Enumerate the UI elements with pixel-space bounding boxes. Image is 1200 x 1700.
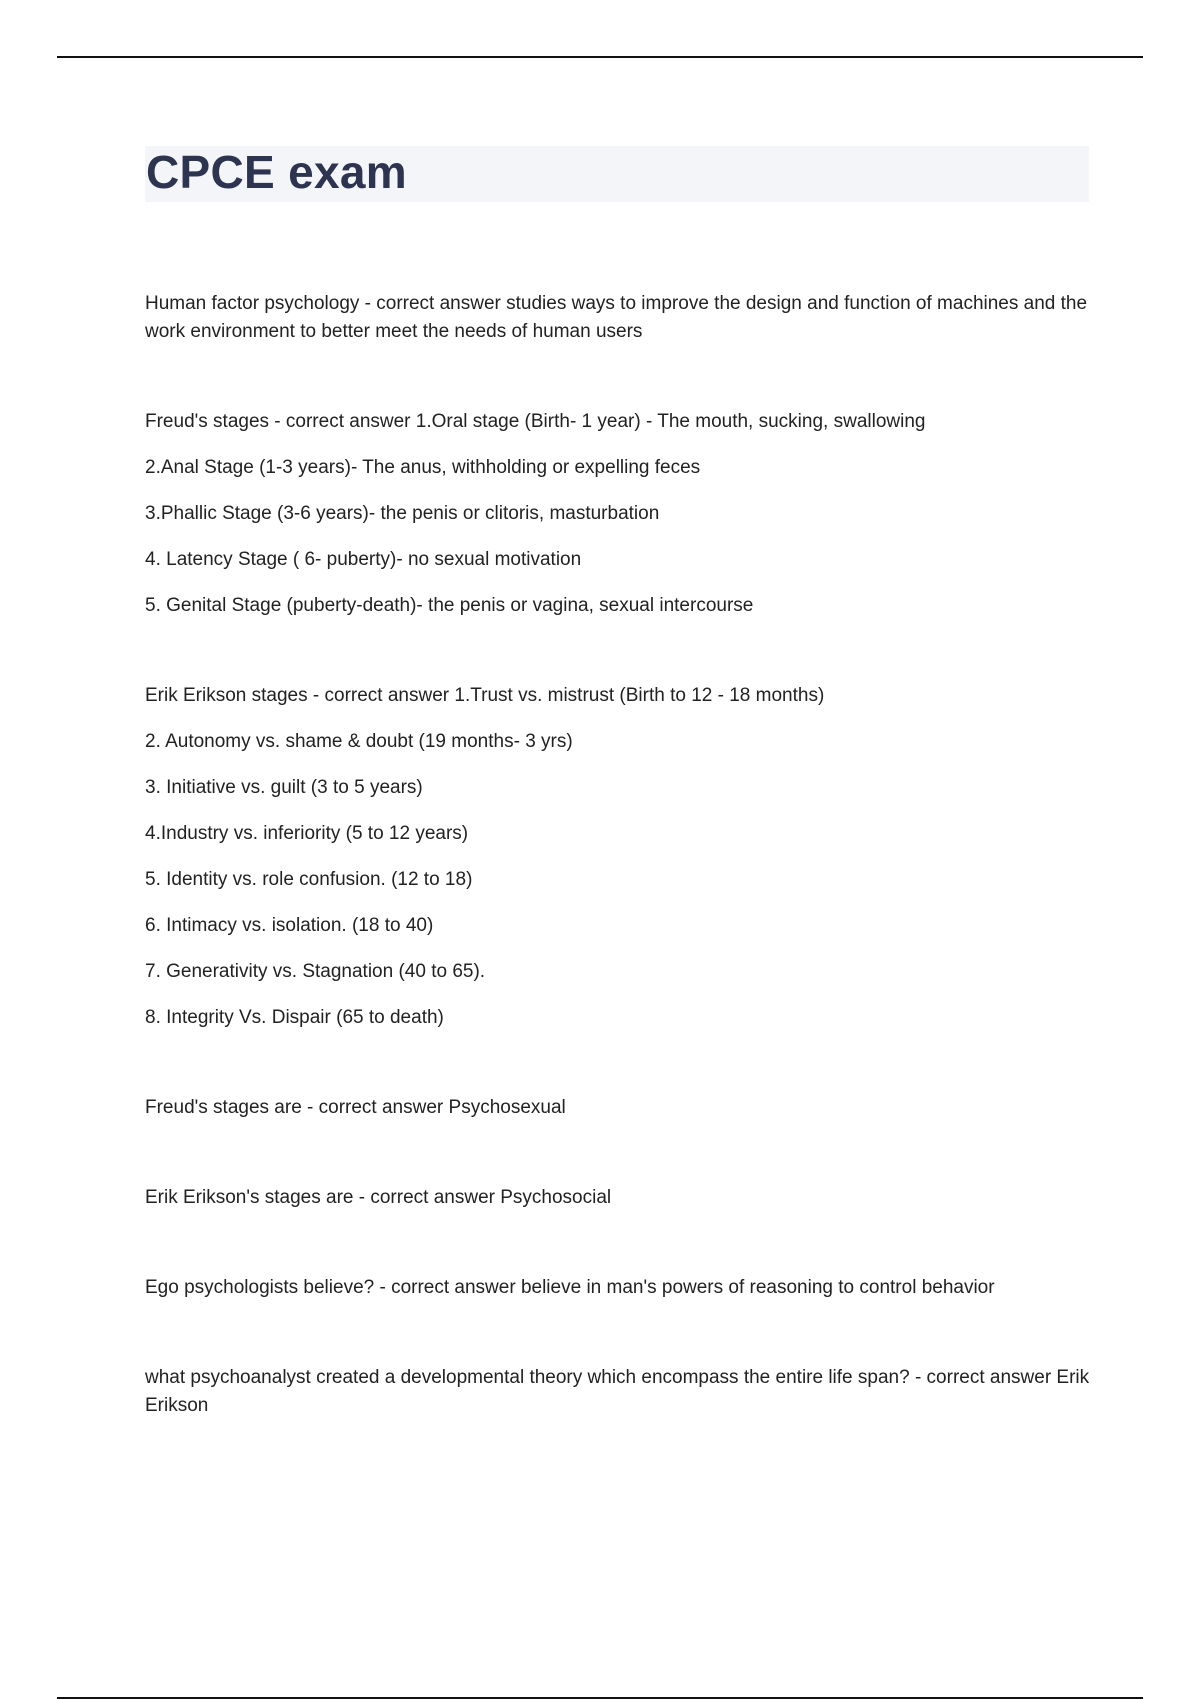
qa-line: 6. Intimacy vs. isolation. (18 to 40): [145, 915, 434, 936]
qa-text: Human factor psychology - correct answer studies ways to improve the design and function of machines and the work environment to better meet the needs of human users: [145, 293, 1088, 342]
qa-line: 5. Genital Stage (puberty-death)- the penis or vagina, sexual intercourse: [145, 595, 754, 616]
qa-entry-freud-stages: [145, 408, 1090, 620]
qa-entry-ego-psychologists: [145, 1274, 1090, 1302]
qa-text: what psychoanalyst created a developmental theory which encompass the entire life span? - correct answer Erik Erikson: [145, 1367, 1090, 1416]
document-body: [145, 290, 1090, 1482]
qa-line: 2.Anal Stage (1-3 years)- The anus, withholding or expelling feces: [145, 457, 701, 478]
qa-line: 4. Latency Stage ( 6- puberty)- no sexual motivation: [145, 549, 582, 570]
qa-entry-erikson-stages: [145, 682, 1090, 1032]
qa-line: 7. Generativity vs. Stagnation (40 to 65).: [145, 961, 486, 982]
qa-line: 5. Identity vs. role confusion. (12 to 18): [145, 869, 473, 890]
qa-text: Erik Erikson stages - correct answer 1.Trust vs. mistrust (Birth to 12 - 18 months): [145, 685, 825, 706]
qa-text: Ego psychologists believe? - correct answer believe in man's powers of reasoning to control behavior: [145, 1277, 995, 1298]
qa-text: Freud's stages are - correct answer Psychosexual: [145, 1097, 566, 1118]
qa-entry-erikson-psychosocial: [145, 1184, 1090, 1212]
qa-entry-freud-psychosexual: [145, 1094, 1090, 1122]
qa-line: 3. Initiative vs. guilt (3 to 5 years): [145, 777, 423, 798]
qa-line: 3.Phallic Stage (3-6 years)- the penis or clitoris, masturbation: [145, 503, 660, 524]
qa-line: 8. Integrity Vs. Dispair (65 to death): [145, 1007, 444, 1028]
bottom-rule: [57, 1697, 1143, 1699]
qa-text: Freud's stages - correct answer 1.Oral stage (Birth- 1 year) - The mouth, sucking, swallowing: [145, 411, 926, 432]
qa-line: 2. Autonomy vs. shame & doubt (19 months- 3 yrs): [145, 731, 573, 752]
qa-entry-human-factor: [145, 290, 1090, 346]
qa-line: 4.Industry vs. inferiority (5 to 12 years): [145, 823, 469, 844]
top-rule: [57, 56, 1143, 58]
qa-text: Erik Erikson's stages are - correct answer Psychosocial: [145, 1187, 612, 1208]
qa-entry-life-span-theory: [145, 1364, 1090, 1420]
document-title: CPCE exam: [146, 146, 407, 198]
